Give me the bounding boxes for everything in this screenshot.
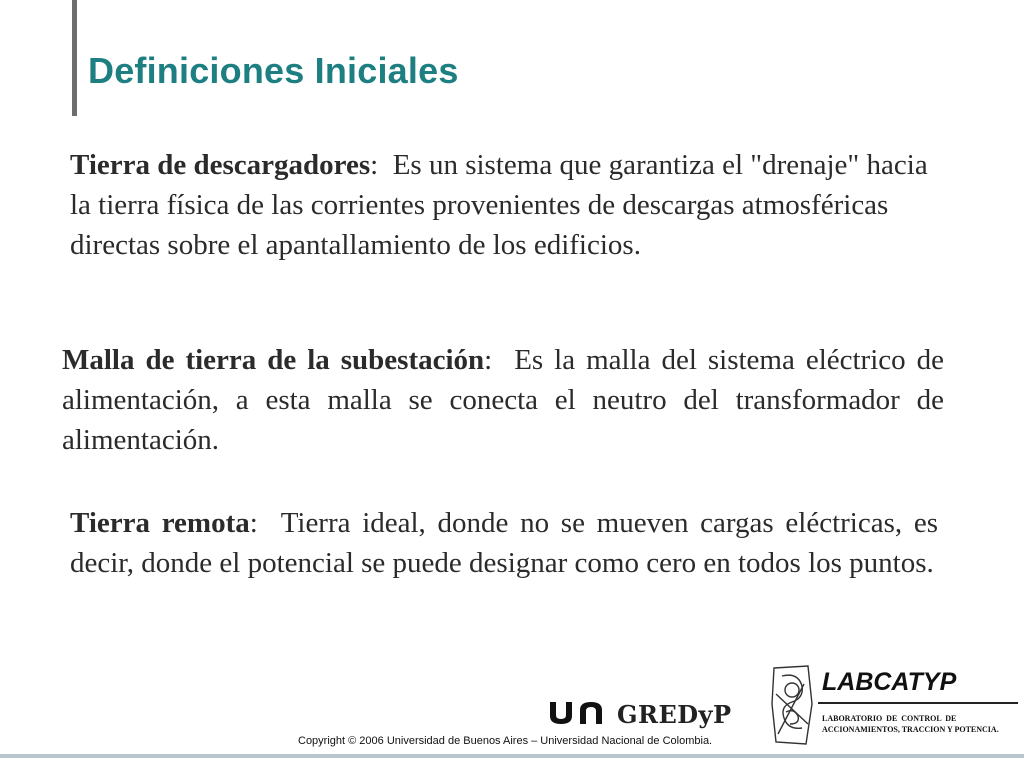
- definition-separator: :: [370, 149, 393, 181]
- definition-text: Tierra ideal, donde no se mueven cargas eléctricas, es decir, donde el potencial se puede designar como cero en todos los puntos.: [70, 507, 938, 579]
- definition-text: Es un sistema que garantiza el "drenaje" hacia la tierra física de las corrientes provenientes de descargas atmosféricas directas sobre el apantallamiento de los edificios.: [70, 149, 928, 261]
- labcatyp-subtitle-line1: LABORATORIO DE CONTROL DE: [822, 714, 957, 723]
- footer-divider: [0, 754, 1024, 758]
- un-logo-icon: [548, 700, 606, 726]
- definition-separator: :: [249, 507, 281, 539]
- copyright-notice: Copyright © 2006 Universidad de Buenos Aires – Universidad Nacional de Colombia.: [298, 735, 713, 747]
- slide-title: Definiciones Iniciales: [88, 50, 459, 91]
- definition-term: Tierra de descargadores: [70, 149, 371, 181]
- definition-term: Malla de tierra de la subestación: [62, 344, 485, 376]
- definition-tierra-descargadores: [70, 145, 950, 265]
- definition-tierra-remota: [70, 503, 938, 583]
- definition-separator: :: [484, 344, 515, 376]
- title-accent-bar: [72, 0, 77, 116]
- labcatyp-divider: [818, 702, 1018, 704]
- labcatyp-emblem-icon: [768, 664, 816, 746]
- definition-malla-tierra-subestacion: [62, 340, 944, 460]
- labcatyp-subtitle-line2: ACCIONAMIENTOS, TRACCION Y POTENCIA.: [822, 725, 999, 734]
- labcatyp-subtitle: [822, 713, 1022, 735]
- definition-text: Es la malla del sistema eléctrico de alimentación, a esta malla se conecta el neutro del transformador de alimentación.: [62, 344, 944, 456]
- gredyp-logo-text: GREDyP: [617, 700, 732, 729]
- definition-term: Tierra remota: [70, 507, 250, 539]
- labcatyp-name: LABCATYP: [822, 668, 957, 696]
